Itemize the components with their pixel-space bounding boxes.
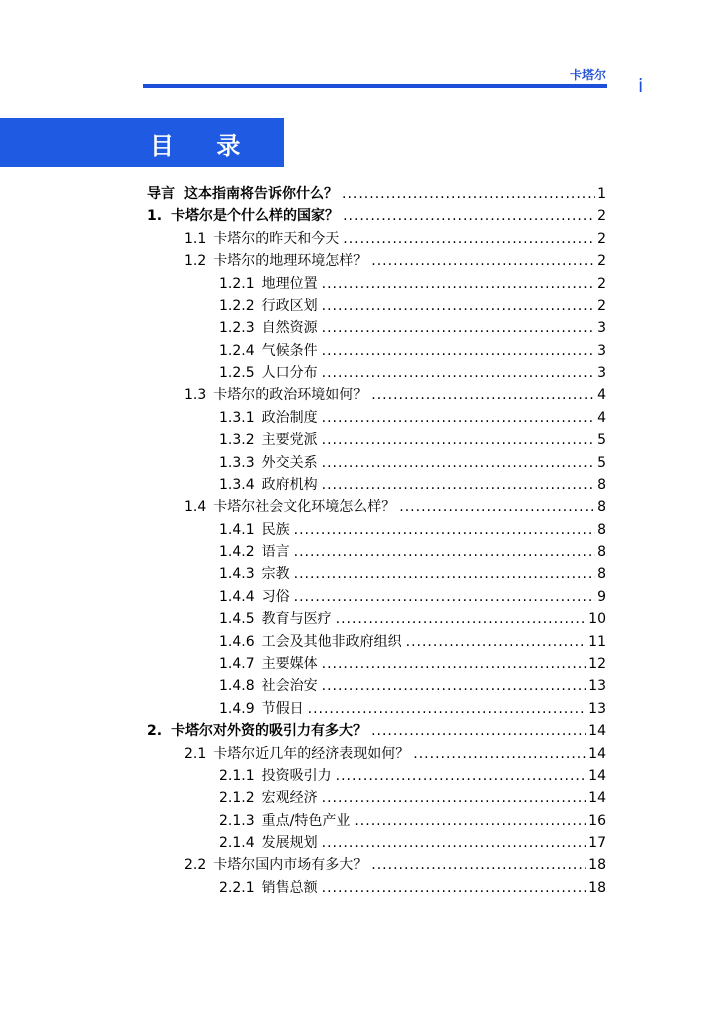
toc-entry-title: 这本指南将告诉你什么？ [184, 186, 338, 202]
toc-entry-title: 卡塔尔的政治环境如何？ [213, 387, 368, 404]
toc-entry-title: 投资吸引力 [261, 767, 332, 784]
toc-entry[interactable] [184, 497, 606, 517]
toc-entry[interactable] [147, 206, 606, 226]
toc-entry-page: 10 [588, 611, 606, 628]
toc-entry-title: 节假日 [261, 700, 304, 717]
dot-leader [308, 699, 587, 719]
dot-leader [322, 274, 595, 294]
toc-entry-number: 1.3.4 [219, 476, 255, 493]
toc-entry-number: 2.1.4 [219, 835, 255, 852]
toc-entry[interactable] [219, 341, 606, 361]
toc-entry-title: 政治制度 [261, 409, 318, 426]
toc-entry-page: 3 [597, 320, 606, 337]
toc-entry-page: 2 [597, 275, 606, 292]
dot-leader [371, 721, 586, 741]
toc-entry-page: 8 [597, 476, 606, 493]
toc-entry[interactable] [219, 274, 606, 294]
toc-entry-page: 14 [588, 723, 606, 740]
toc-entry[interactable] [219, 408, 606, 428]
toc-entry[interactable] [147, 721, 606, 741]
toc-entry-title: 语言 [261, 544, 290, 561]
toc-entry[interactable] [219, 699, 606, 719]
toc-entry[interactable] [147, 184, 606, 204]
toc-entry-title: 政府机构 [261, 476, 318, 493]
toc-entry-title: 工会及其他非政府组织 [261, 633, 402, 650]
toc-entry-number: 1.2.2 [219, 297, 255, 314]
dot-leader [322, 676, 587, 696]
toc-entry[interactable] [219, 811, 606, 831]
toc-entry-title: 行政区划 [261, 297, 318, 314]
toc-entry-title: 主要党派 [261, 432, 318, 449]
toc-entry-page: 8 [597, 566, 606, 583]
toc-entry-number: 1.4.4 [219, 588, 255, 605]
toc-entry-title: 卡塔尔社会文化环境怎么样？ [213, 499, 396, 516]
toc-entry-title: 主要媒体 [261, 655, 318, 672]
toc-entry-number: 1.4.2 [219, 544, 255, 561]
toc-entry[interactable] [219, 520, 606, 540]
dot-leader [294, 564, 595, 584]
toc-entry[interactable] [219, 318, 606, 338]
toc-entry-page: 9 [597, 588, 606, 605]
toc-entry-page: 13 [588, 678, 606, 695]
toc-entry-page: 8 [597, 499, 606, 516]
toc-entry-page: 14 [588, 790, 606, 807]
dot-leader [322, 363, 595, 383]
toc-entry[interactable] [219, 676, 606, 696]
dot-leader [294, 520, 595, 540]
dot-leader [294, 542, 595, 562]
toc-entry-page: 18 [588, 857, 606, 874]
toc-entry[interactable] [184, 855, 606, 875]
toc-entry-number: 1.4.3 [219, 566, 255, 583]
toc-entry-title: 气候条件 [261, 342, 318, 359]
header-rule [143, 84, 607, 88]
dot-leader [399, 497, 595, 517]
toc-entry-page: 2 [597, 297, 606, 314]
toc-entry-number: 1.4.1 [219, 521, 255, 538]
contents-banner [0, 118, 284, 167]
toc-entry-number: 1.4.5 [219, 611, 255, 628]
toc-entry-title: 发展规划 [261, 835, 318, 852]
toc-entry-title: 卡塔尔是个什么样的国家？ [171, 208, 340, 225]
toc-entry[interactable] [219, 542, 606, 562]
toc-entry-number: 1.3.3 [219, 454, 255, 471]
toc-entry[interactable] [219, 363, 606, 383]
toc-entry-title: 销售总额 [261, 879, 318, 896]
toc-entry-number: 2. [147, 723, 163, 740]
toc-entry-title: 宗教 [261, 566, 290, 583]
running-header-title: 卡塔尔 [569, 68, 606, 82]
toc-entry-title: 外交关系 [261, 454, 318, 471]
toc-entry[interactable] [219, 475, 606, 495]
dot-leader [322, 430, 595, 450]
toc-entry-title: 重点/特色产业 [261, 812, 351, 829]
toc-entry[interactable] [219, 609, 606, 629]
contents-heading: 目 录 [150, 132, 258, 160]
toc-entry-number: 1.3.1 [219, 409, 255, 426]
toc-entry-title: 卡塔尔的地理环境怎样？ [213, 253, 368, 270]
toc-entry-number: 2.2 [184, 857, 207, 874]
dot-leader [322, 654, 587, 674]
dot-leader [406, 632, 587, 652]
toc-entry[interactable] [219, 453, 606, 473]
toc-entry-page: 2 [597, 253, 606, 270]
dot-leader [371, 385, 595, 405]
toc-entry-title: 民族 [261, 521, 290, 538]
toc-entry-page: 4 [597, 409, 606, 426]
toc-entry-number: 1.2.3 [219, 320, 255, 337]
dot-leader [322, 453, 595, 473]
toc-entry-number: 1.1 [184, 230, 207, 247]
toc-entry[interactable] [219, 587, 606, 607]
dot-leader [336, 766, 587, 786]
toc-entry-number: 1.2.1 [219, 275, 255, 292]
toc-entry-number: 2.1 [184, 745, 207, 762]
dot-leader [343, 229, 595, 249]
dot-leader [322, 788, 587, 808]
toc-entry[interactable] [219, 766, 606, 786]
dot-leader [322, 833, 587, 853]
dot-leader [322, 296, 595, 316]
toc-entry-number: 1.2 [184, 253, 207, 270]
toc-entry-number: 2.1.3 [219, 812, 255, 829]
toc-entry[interactable] [184, 744, 606, 764]
toc-entry-number: 导言 [147, 186, 175, 202]
toc-entry[interactable] [219, 878, 606, 898]
toc-entry-number: 1.3 [184, 387, 207, 404]
dot-leader [342, 184, 595, 204]
toc-entry-page: 8 [597, 521, 606, 538]
dot-leader [413, 744, 586, 764]
toc-entry-page: 13 [588, 700, 606, 717]
toc-entry-title: 卡塔尔的昨天和今天 [213, 230, 340, 247]
dot-leader [343, 206, 595, 226]
toc-entry-page: 16 [588, 812, 606, 829]
toc-entry-page: 2 [597, 230, 606, 247]
toc-entry-title: 教育与医疗 [261, 611, 332, 628]
toc-entry[interactable] [219, 833, 606, 853]
toc-entry-page: 5 [597, 432, 606, 449]
toc-entry-page: 11 [588, 633, 606, 650]
toc-entry[interactable] [219, 296, 606, 316]
toc-entry-number: 1.4.8 [219, 678, 255, 695]
dot-leader [354, 811, 586, 831]
toc-entry-page: 3 [597, 365, 606, 382]
dot-leader [371, 251, 595, 271]
toc-entry-number: 1.2.4 [219, 342, 255, 359]
toc-entry-page: 8 [597, 544, 606, 561]
toc-entry[interactable] [219, 654, 606, 674]
toc-entry-number: 2.1.1 [219, 767, 255, 784]
toc-entry-number: 2.1.2 [219, 790, 255, 807]
toc-entry-title: 卡塔尔近几年的经济表现如何？ [213, 745, 410, 762]
toc-entry-title: 自然资源 [261, 320, 318, 337]
toc-entry-title: 卡塔尔对外资的吸引力有多大？ [171, 723, 368, 740]
dot-leader [322, 878, 587, 898]
toc-entry-number: 2.2.1 [219, 879, 255, 896]
toc-entry-number: 1.4 [184, 499, 207, 516]
toc-entry-page: 2 [597, 208, 606, 225]
toc-entry-page: 18 [588, 879, 606, 896]
toc-entry[interactable] [219, 632, 606, 652]
toc-entry-title: 人口分布 [261, 365, 318, 382]
toc-entry-title: 习俗 [261, 588, 290, 605]
dot-leader [294, 587, 595, 607]
dot-leader [371, 855, 586, 875]
toc-entry-title: 社会治安 [261, 678, 318, 695]
toc-entry-number: 1. [147, 208, 163, 225]
toc-entry[interactable] [219, 430, 606, 450]
toc-entry[interactable] [184, 251, 606, 271]
toc-entry[interactable] [184, 385, 606, 405]
toc-entry-page: 1 [597, 186, 606, 202]
dot-leader [322, 318, 595, 338]
toc-entry-page: 17 [588, 835, 606, 852]
toc-entry-number: 1.4.7 [219, 655, 255, 672]
dot-leader [322, 408, 595, 428]
toc-entry-page: 14 [588, 767, 606, 784]
toc-entry-number: 1.4.9 [219, 700, 255, 717]
toc-entry-page: 3 [597, 342, 606, 359]
toc-entry-page: 5 [597, 454, 606, 471]
toc-entry-title: 地理位置 [261, 275, 318, 292]
toc-entry-title: 宏观经济 [261, 790, 318, 807]
toc-entry-page: 14 [588, 745, 606, 762]
toc-entry[interactable] [219, 788, 606, 808]
toc-entry-number: 1.4.6 [219, 633, 255, 650]
toc-entry-page: 12 [588, 655, 606, 672]
toc-entry[interactable] [184, 229, 606, 249]
toc-entry-title: 卡塔尔国内市场有多大？ [213, 857, 368, 874]
toc-entry-number: 1.3.2 [219, 432, 255, 449]
dot-leader [322, 475, 595, 495]
dot-leader [322, 341, 595, 361]
page-number-roman: i [638, 75, 644, 97]
toc-entry[interactable] [219, 564, 606, 584]
toc-entry-number: 1.2.5 [219, 365, 255, 382]
dot-leader [336, 609, 587, 629]
toc-entry-page: 4 [597, 387, 606, 404]
